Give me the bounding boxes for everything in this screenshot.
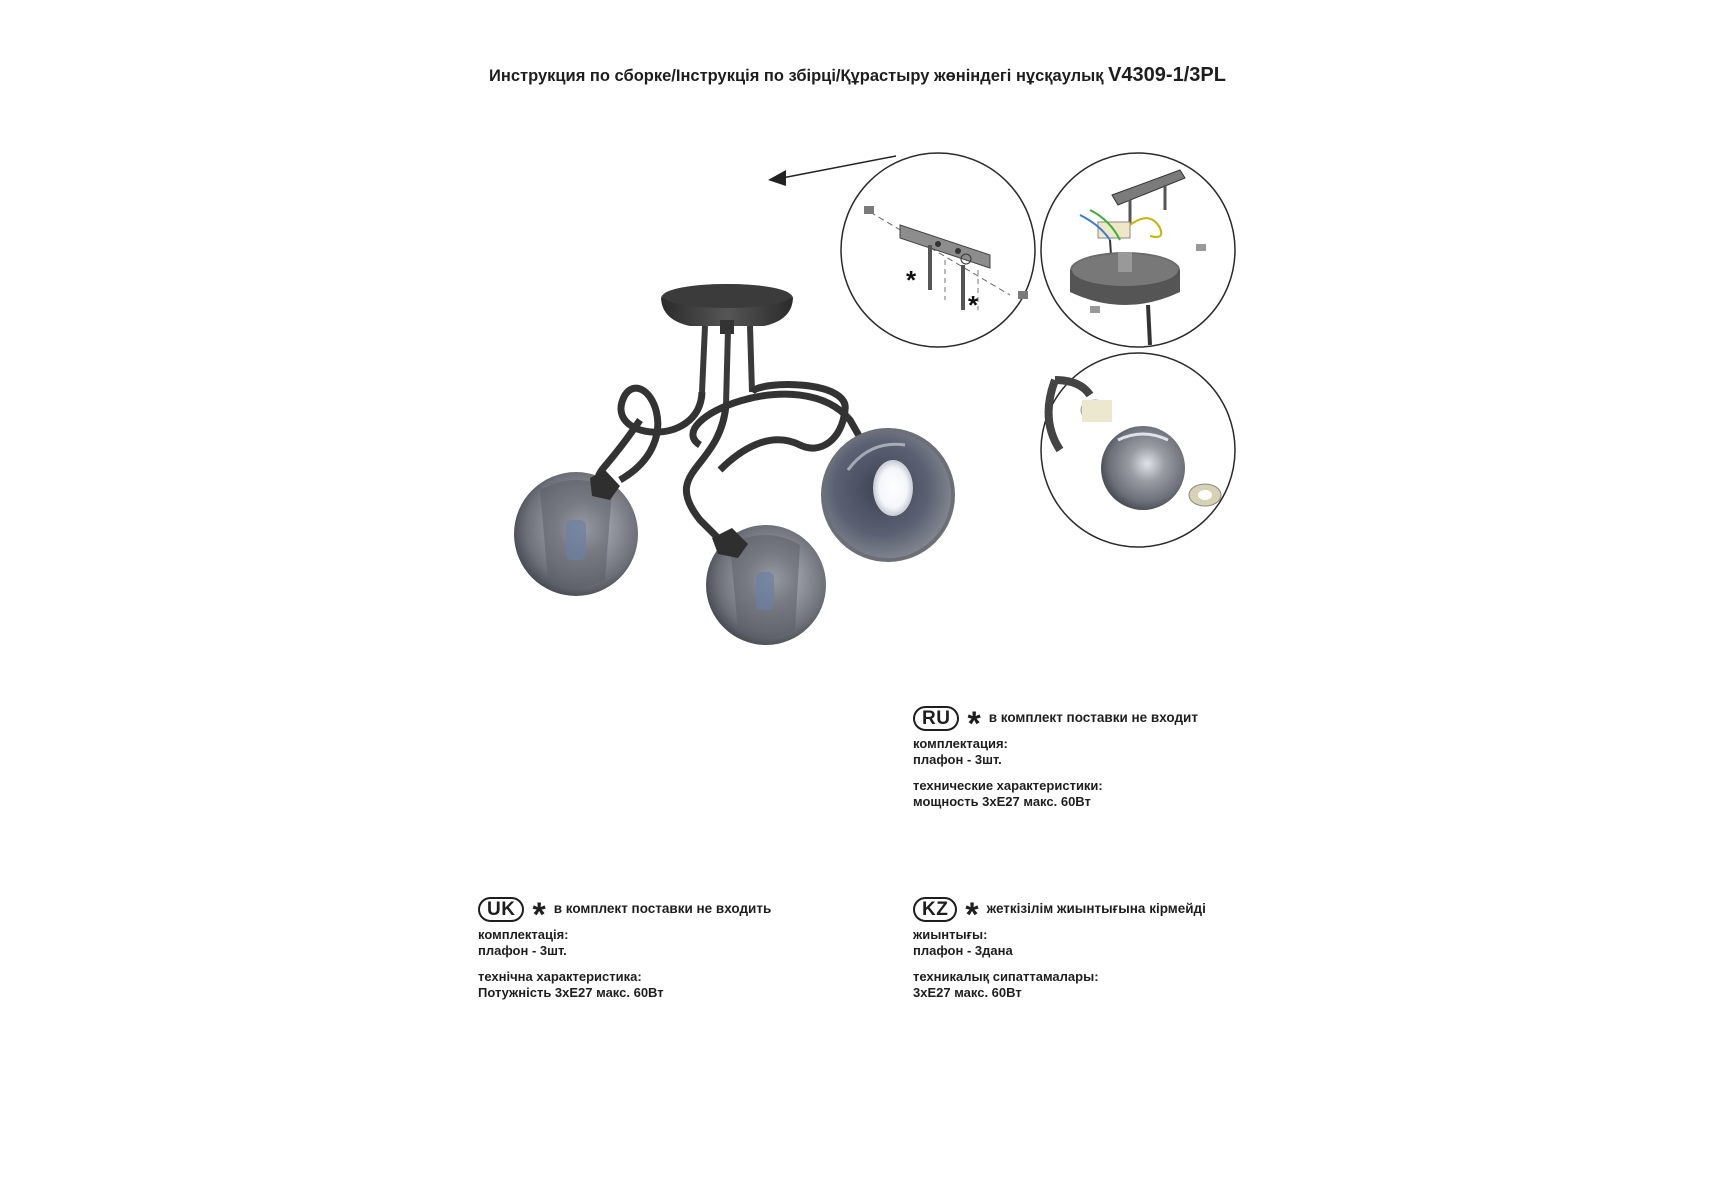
- kz-spec-value: 3хЕ27 макс. 60Вт: [913, 985, 1022, 1000]
- detail-wiring: [1041, 153, 1235, 347]
- uk-language-badge: UK: [478, 897, 524, 922]
- kz-kit-value: плафон - 3дана: [913, 943, 1013, 958]
- chandelier-image: [514, 284, 953, 645]
- model-number: V4309-1/3PL: [1108, 64, 1226, 86]
- kz-kit-label: жиынтығы:: [913, 927, 988, 942]
- uk-spec-value: Потужність 3хЕ27 макс. 60Вт: [478, 985, 664, 1000]
- kz-spec-label: техникалық сипаттамалары:: [913, 969, 1099, 984]
- uk-asterisk: *: [532, 896, 546, 934]
- kz-info-block: [913, 895, 1206, 1001]
- ru-kit-label: комплектация:: [913, 736, 1008, 751]
- ru-not-included-note: в комплект поставки не входит: [988, 710, 1198, 725]
- title-text: Инструкция по сборке/Інструкція по збірці/Құрастыру жөніндегі нұсқаулық: [489, 67, 1104, 85]
- ru-language-badge: RU: [913, 706, 959, 731]
- uk-not-included-note: в комплект поставки не входить: [553, 901, 772, 916]
- kz-asterisk: *: [965, 896, 979, 934]
- kz-not-included-note: жеткізілім жиынтығына кірмейді: [986, 901, 1206, 916]
- ru-spec-label: технические характеристики:: [913, 778, 1103, 793]
- ru-asterisk: *: [967, 705, 981, 743]
- ru-info-block: [913, 704, 1198, 810]
- ru-spec-value: мощность 3хЕ27 макс. 60Вт: [913, 794, 1091, 809]
- callout-mark-left: *: [906, 265, 917, 295]
- kz-language-badge: KZ: [913, 897, 957, 922]
- callout-mark-right: *: [968, 290, 979, 320]
- ru-kit-value: плафон - 3шт.: [913, 752, 1002, 767]
- uk-spec-label: технічна характеристика:: [478, 969, 642, 984]
- detail-mounting-bar: [841, 153, 1035, 347]
- uk-info-block: [478, 895, 771, 1001]
- uk-kit-value: плафон - 3шт.: [478, 943, 567, 958]
- detail-shade-mounting: [1041, 353, 1235, 547]
- uk-kit-label: комплектація:: [478, 927, 569, 942]
